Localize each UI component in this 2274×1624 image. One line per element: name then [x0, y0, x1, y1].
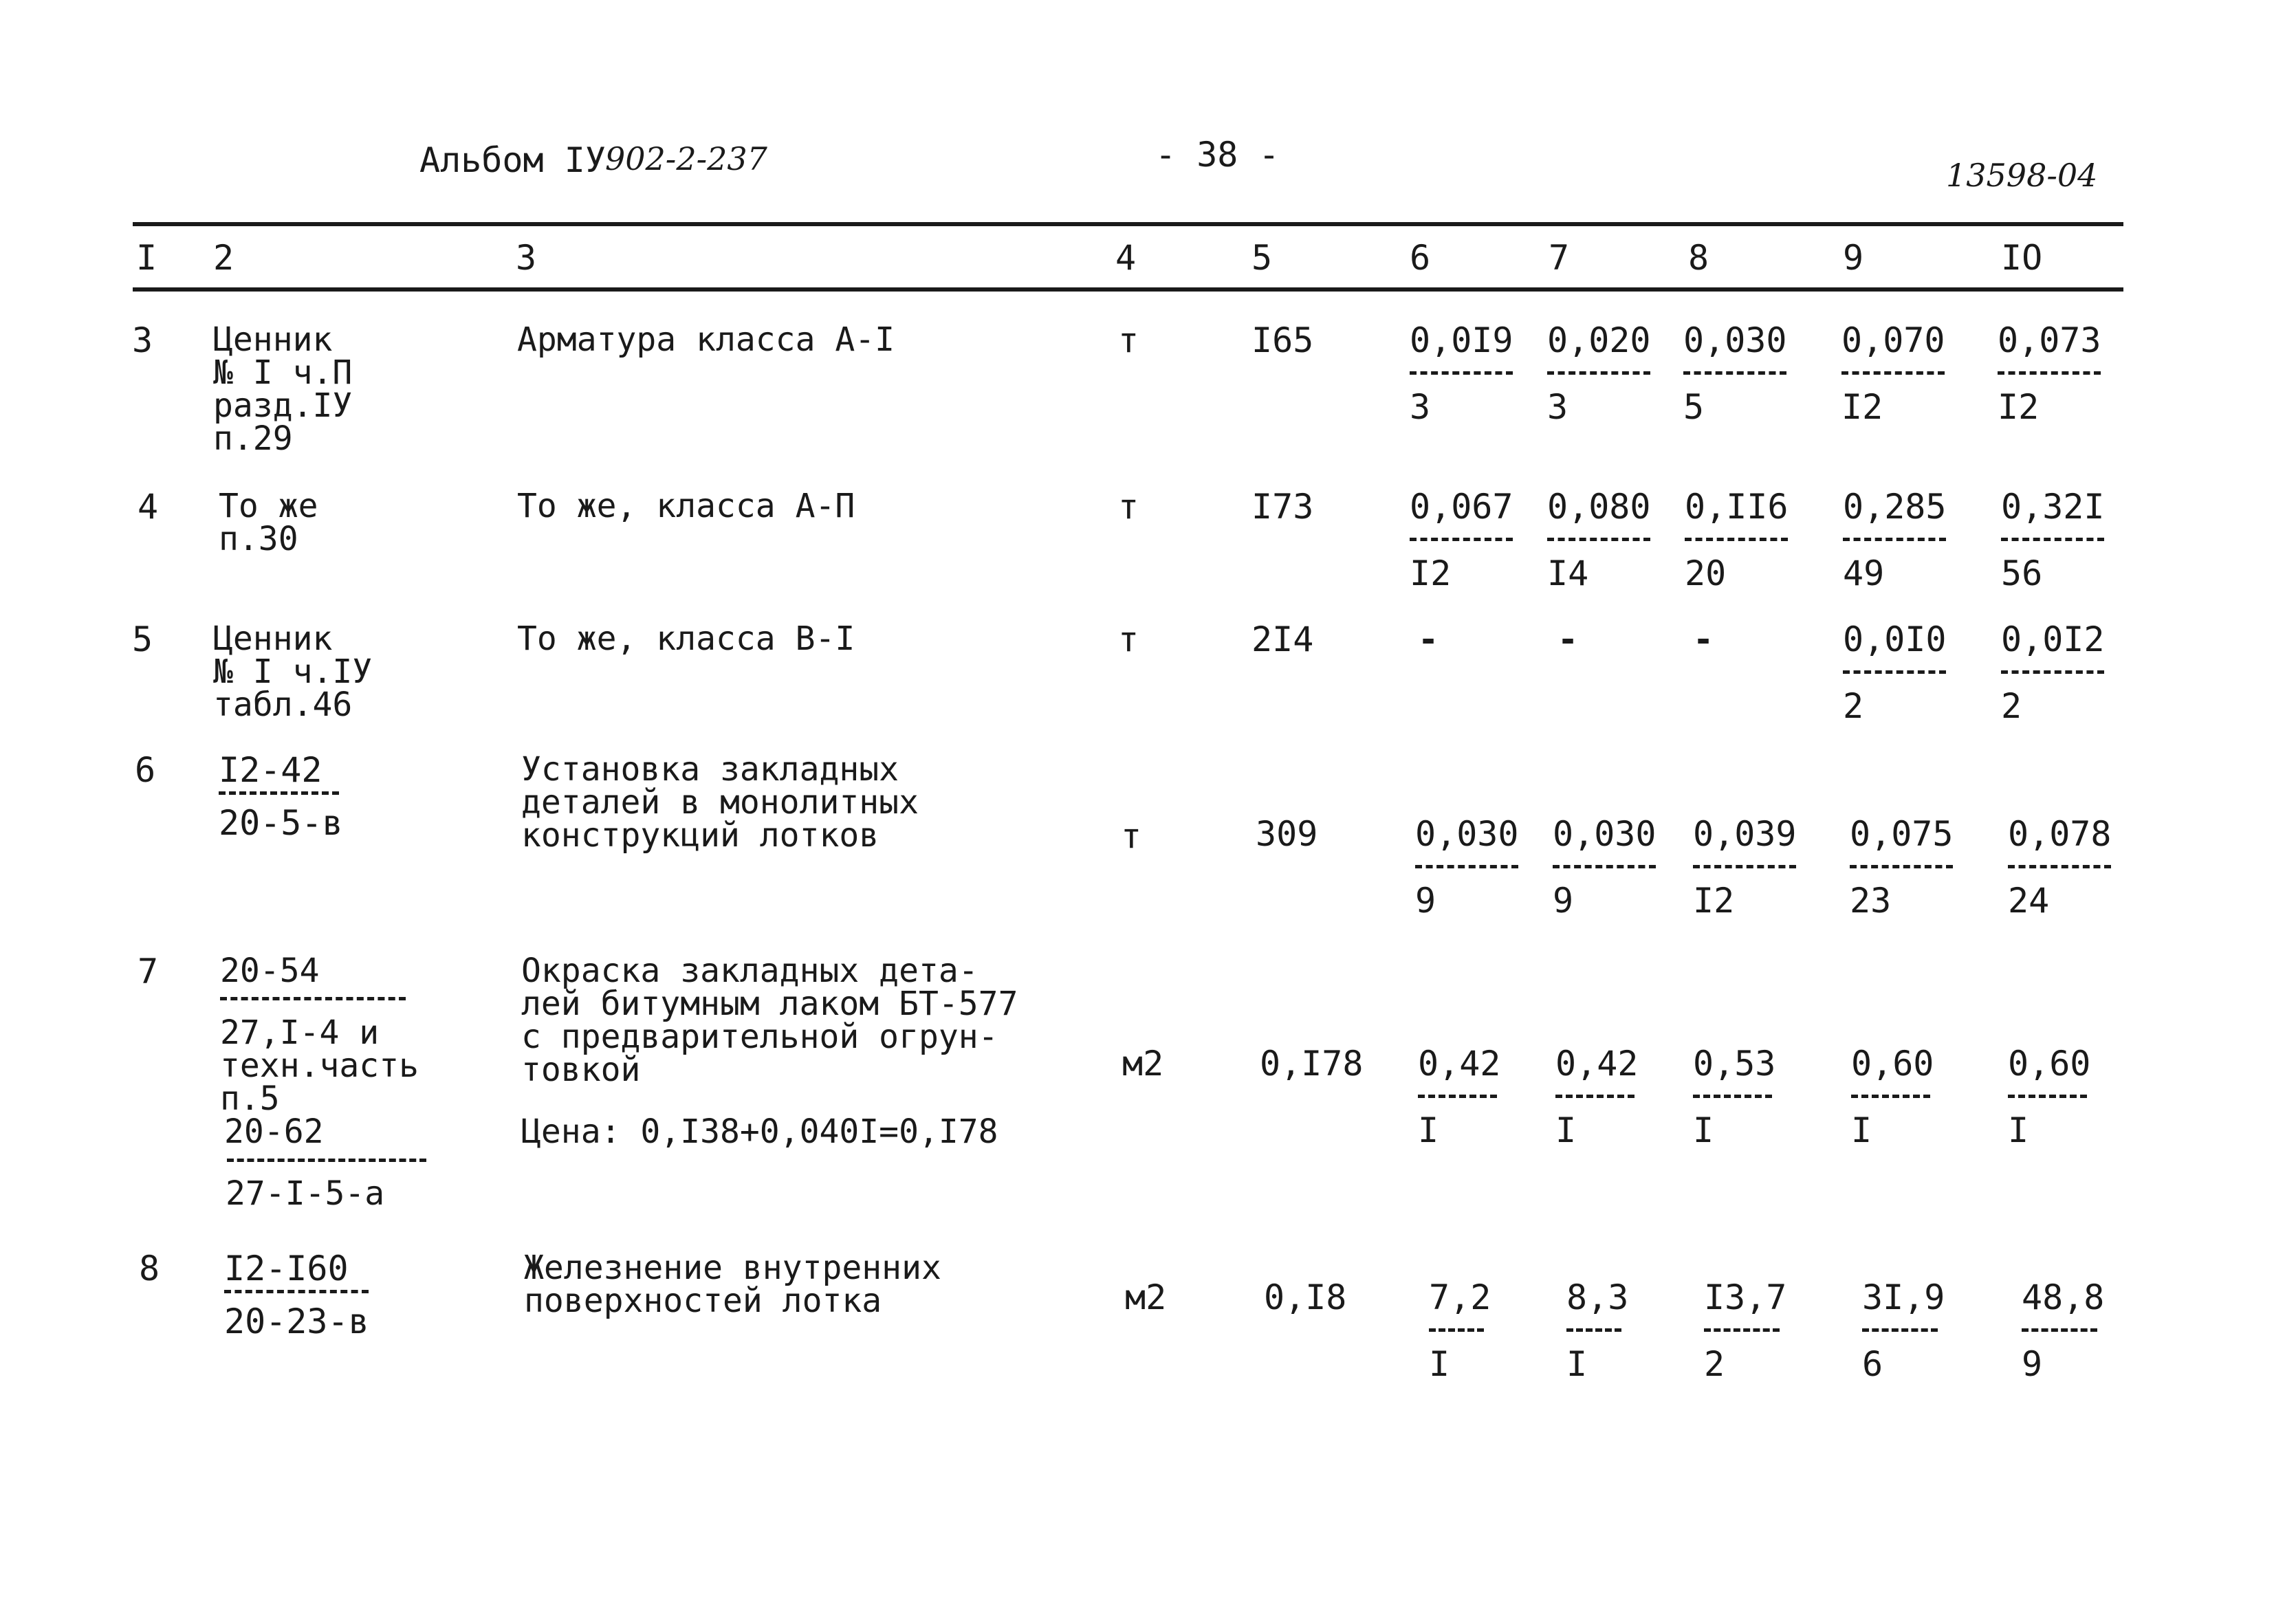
value-top: 0,080 [1547, 487, 1651, 527]
value-fraction [1843, 619, 1960, 726]
fraction-bar [1862, 1328, 1938, 1332]
fraction-bar [1410, 538, 1513, 541]
value-top: 0,078 [2008, 814, 2112, 854]
fraction-bar [1553, 865, 1656, 868]
reference-top: 20-54 [220, 952, 320, 990]
value-top: 0,030 [1415, 814, 1519, 854]
fraction-bar [1683, 371, 1786, 375]
fraction-bar [224, 1290, 369, 1293]
reference-line: п.5 [220, 1079, 280, 1118]
value-bottom: I2 [1998, 387, 2040, 427]
column-number-1: I [136, 238, 157, 278]
fraction-bar [2008, 865, 2111, 868]
value-fraction [1851, 1046, 1968, 1148]
fraction-bar [2022, 1328, 2097, 1332]
work-description: Железнение внутренних [524, 1249, 941, 1287]
value-fraction [1555, 1046, 1672, 1148]
reference-line: То же [219, 487, 318, 525]
fraction-bar [1429, 1328, 1484, 1332]
value-bottom: 6 [1862, 1344, 1883, 1384]
column-number-4: 4 [1115, 238, 1137, 278]
value-fraction [2022, 1277, 2139, 1384]
value-top: 0,60 [1851, 1044, 1934, 1084]
value-fraction [1862, 1277, 1979, 1384]
fraction-bar [227, 1159, 426, 1162]
unit: м2 [1122, 1044, 1164, 1084]
value-fraction [1553, 814, 1670, 921]
reference-fraction [224, 1251, 403, 1339]
work-description: поверхностей лотка [524, 1282, 882, 1320]
work-description: Арматура класса А-I [517, 320, 895, 359]
fraction-bar [1704, 1328, 1780, 1332]
value-fraction [1566, 1277, 1683, 1384]
table-header-rule [133, 287, 2123, 292]
value-bottom: 9 [1415, 881, 1436, 921]
value-top: 0,285 [1843, 487, 1947, 527]
value-fraction [1683, 320, 1800, 427]
fraction-bar [1555, 1095, 1635, 1098]
unit-price: 2I4 [1251, 619, 1314, 659]
value-top: 0,030 [1553, 814, 1657, 854]
unit-price: 309 [1256, 814, 1318, 854]
value-top: 0,42 [1418, 1044, 1501, 1084]
value-bottom: 2 [2001, 686, 2022, 726]
unit: т [1121, 816, 1142, 856]
reference-line: Ценник [213, 320, 333, 359]
reference-line: разд.IУ [213, 386, 353, 425]
value-fraction [2001, 619, 2118, 726]
fraction-bar [1415, 865, 1518, 868]
reference-line: Ценник [213, 619, 333, 658]
value-fraction [1693, 814, 1810, 921]
value-top: 3I,9 [1862, 1277, 1945, 1317]
reference-bottom: 20-23-в [224, 1302, 369, 1341]
value-bottom: 9 [2022, 1344, 2043, 1384]
album-code: 902-2-237 [605, 140, 767, 177]
fraction-bar [1851, 1095, 1930, 1098]
fraction-bar [1843, 670, 1946, 674]
value-bottom: 9 [1553, 881, 1574, 921]
row-number: 5 [132, 619, 153, 659]
value-top: 8,3 [1566, 1277, 1629, 1317]
work-description: лей битумным лаком БТ-577 [521, 985, 1018, 1023]
work-description: товкой [521, 1051, 641, 1089]
row-number: 8 [139, 1249, 160, 1288]
reference-top: 20-62 [224, 1112, 324, 1151]
value-bottom: I2 [1841, 387, 1883, 427]
value-fraction [1998, 320, 2114, 427]
unit: т [1118, 619, 1139, 659]
unit-price: I73 [1251, 487, 1314, 527]
fraction-bar [1418, 1095, 1497, 1098]
fraction-bar [1547, 538, 1650, 541]
work-description: конструкций лотков [521, 816, 879, 855]
reference-line: п.30 [219, 520, 298, 558]
value-bottom: 20 [1685, 553, 1727, 593]
value-bottom: 2 [1704, 1344, 1725, 1384]
work-description: То же, класса В-I [517, 619, 855, 658]
value-bottom: I2 [1410, 553, 1452, 593]
value-fraction [1547, 487, 1664, 593]
column-number-2: 2 [213, 238, 234, 278]
work-description: с предварительной огрун- [521, 1018, 998, 1056]
value-fraction [1410, 320, 1527, 427]
value-fraction [1850, 814, 1967, 921]
value-bottom: 24 [2008, 881, 2050, 921]
value-bottom: 3 [1547, 387, 1568, 427]
value-top: 0,020 [1547, 320, 1651, 360]
value-top: 0,073 [1998, 320, 2101, 360]
fraction-bar [1841, 371, 1945, 375]
value-top: 0,0I0 [1843, 619, 1947, 659]
value-fraction [1418, 1046, 1535, 1148]
work-description: Окраска закладных дета- [521, 952, 979, 990]
fraction-bar [2001, 538, 2104, 541]
unit: т [1118, 320, 1139, 360]
value-bottom: 5 [1683, 387, 1705, 427]
fraction-bar [2008, 1095, 2087, 1098]
column-number-8: 8 [1688, 238, 1709, 278]
reference-line: № I ч.IУ [213, 652, 373, 691]
value-bottom: 56 [2001, 553, 2043, 593]
fraction-bar [220, 997, 406, 1000]
value-bottom: I [1693, 1110, 1714, 1150]
value-bottom: 49 [1843, 553, 1885, 593]
fraction-bar [1850, 865, 1953, 868]
value-fraction [1693, 1046, 1810, 1148]
reference-fraction [219, 750, 397, 843]
work-description: Установка закладных [521, 750, 899, 789]
unit-price: 0,I78 [1260, 1044, 1364, 1084]
fraction-bar [1693, 1095, 1772, 1098]
reference-bottom: 20-5-в [219, 803, 343, 843]
reference-top: I2-42 [219, 750, 322, 790]
value-bottom: I [1418, 1110, 1439, 1150]
value-bottom: 2 [1843, 686, 1864, 726]
fraction-bar [1566, 1328, 1621, 1332]
value-fraction [1415, 814, 1532, 921]
value-bottom: I [2008, 1110, 2029, 1150]
value-top: 0,067 [1410, 487, 1513, 527]
reference-line: табл.46 [213, 685, 353, 724]
value-fraction [1841, 320, 1958, 427]
work-description: То же, класса А-П [517, 487, 855, 525]
value-top: 0,32I [2001, 487, 2105, 527]
value-bottom: I [1566, 1344, 1588, 1384]
value-bottom: I4 [1547, 553, 1589, 593]
value-fraction [2008, 814, 2125, 921]
row-number: 7 [138, 952, 159, 991]
value-fraction [1843, 487, 1960, 593]
work-description: деталей в монолитных [521, 783, 919, 822]
value-top: 0,070 [1841, 320, 1945, 360]
reference-top: I2-I60 [224, 1249, 349, 1288]
fraction-bar [1693, 865, 1796, 868]
value-bottom: 3 [1410, 387, 1431, 427]
value-fraction [2008, 1046, 2125, 1148]
row-number: 4 [138, 487, 159, 527]
fraction-bar [1843, 538, 1946, 541]
column-number-10: IO [2001, 238, 2043, 278]
unit-price: I65 [1251, 320, 1314, 360]
table-top-rule [133, 222, 2123, 226]
price-formula: Цена: 0,I38+0,040I=0,I78 [521, 1112, 998, 1151]
reference-line: 27,I-4 и [220, 1013, 380, 1052]
reference-line: техн.часть [220, 1046, 419, 1085]
value-bottom: I2 [1693, 881, 1735, 921]
row-number: 3 [132, 320, 153, 360]
reference-bottom: 27-I-5-а [226, 1174, 385, 1213]
value-top: 0,075 [1850, 814, 1954, 854]
row-number: 6 [135, 750, 156, 790]
fraction-bar [1410, 371, 1513, 375]
empty-value-dash: - [1693, 619, 1714, 659]
reference-line: № I ч.П [213, 353, 353, 392]
empty-value-dash: - [1418, 619, 1439, 659]
value-fraction [1685, 487, 1802, 593]
value-top: 7,2 [1429, 1277, 1491, 1317]
value-fraction [2001, 487, 2118, 593]
value-top: 0,039 [1693, 814, 1797, 854]
column-number-3: 3 [516, 238, 537, 278]
value-fraction [1547, 320, 1664, 427]
value-top: 48,8 [2022, 1277, 2105, 1317]
column-number-5: 5 [1251, 238, 1273, 278]
value-top: 0,53 [1693, 1044, 1776, 1084]
empty-value-dash: - [1557, 619, 1579, 659]
value-bottom: I [1555, 1110, 1577, 1150]
fraction-bar [2001, 670, 2104, 674]
value-top: 0,0I9 [1410, 320, 1513, 360]
value-fraction [1704, 1277, 1821, 1384]
value-top: I3,7 [1704, 1277, 1787, 1317]
value-top: 0,0I2 [2001, 619, 2105, 659]
column-number-9: 9 [1843, 238, 1864, 278]
value-bottom: I [1429, 1344, 1450, 1384]
fraction-bar [219, 791, 339, 795]
fraction-bar [1998, 371, 2101, 375]
column-number-7: 7 [1549, 238, 1570, 278]
column-number-6: 6 [1410, 238, 1431, 278]
album-label: Альбом IУ [419, 140, 606, 180]
value-top: 0,42 [1555, 1044, 1639, 1084]
document-code: 13598-04 [1946, 157, 2098, 194]
unit: т [1118, 487, 1139, 527]
value-fraction [1410, 487, 1527, 593]
unit: м2 [1125, 1277, 1167, 1317]
value-top: 0,60 [2008, 1044, 2091, 1084]
fraction-bar [1547, 371, 1650, 375]
value-bottom: 23 [1850, 881, 1892, 921]
reference-line: п.29 [213, 419, 293, 458]
value-top: 0,II6 [1685, 487, 1789, 527]
unit-price: 0,I8 [1264, 1277, 1347, 1317]
value-top: 0,030 [1683, 320, 1787, 360]
page-number: - 38 - [1155, 135, 1280, 175]
value-bottom: I [1851, 1110, 1872, 1150]
fraction-bar [1685, 538, 1788, 541]
value-fraction [1429, 1277, 1546, 1384]
